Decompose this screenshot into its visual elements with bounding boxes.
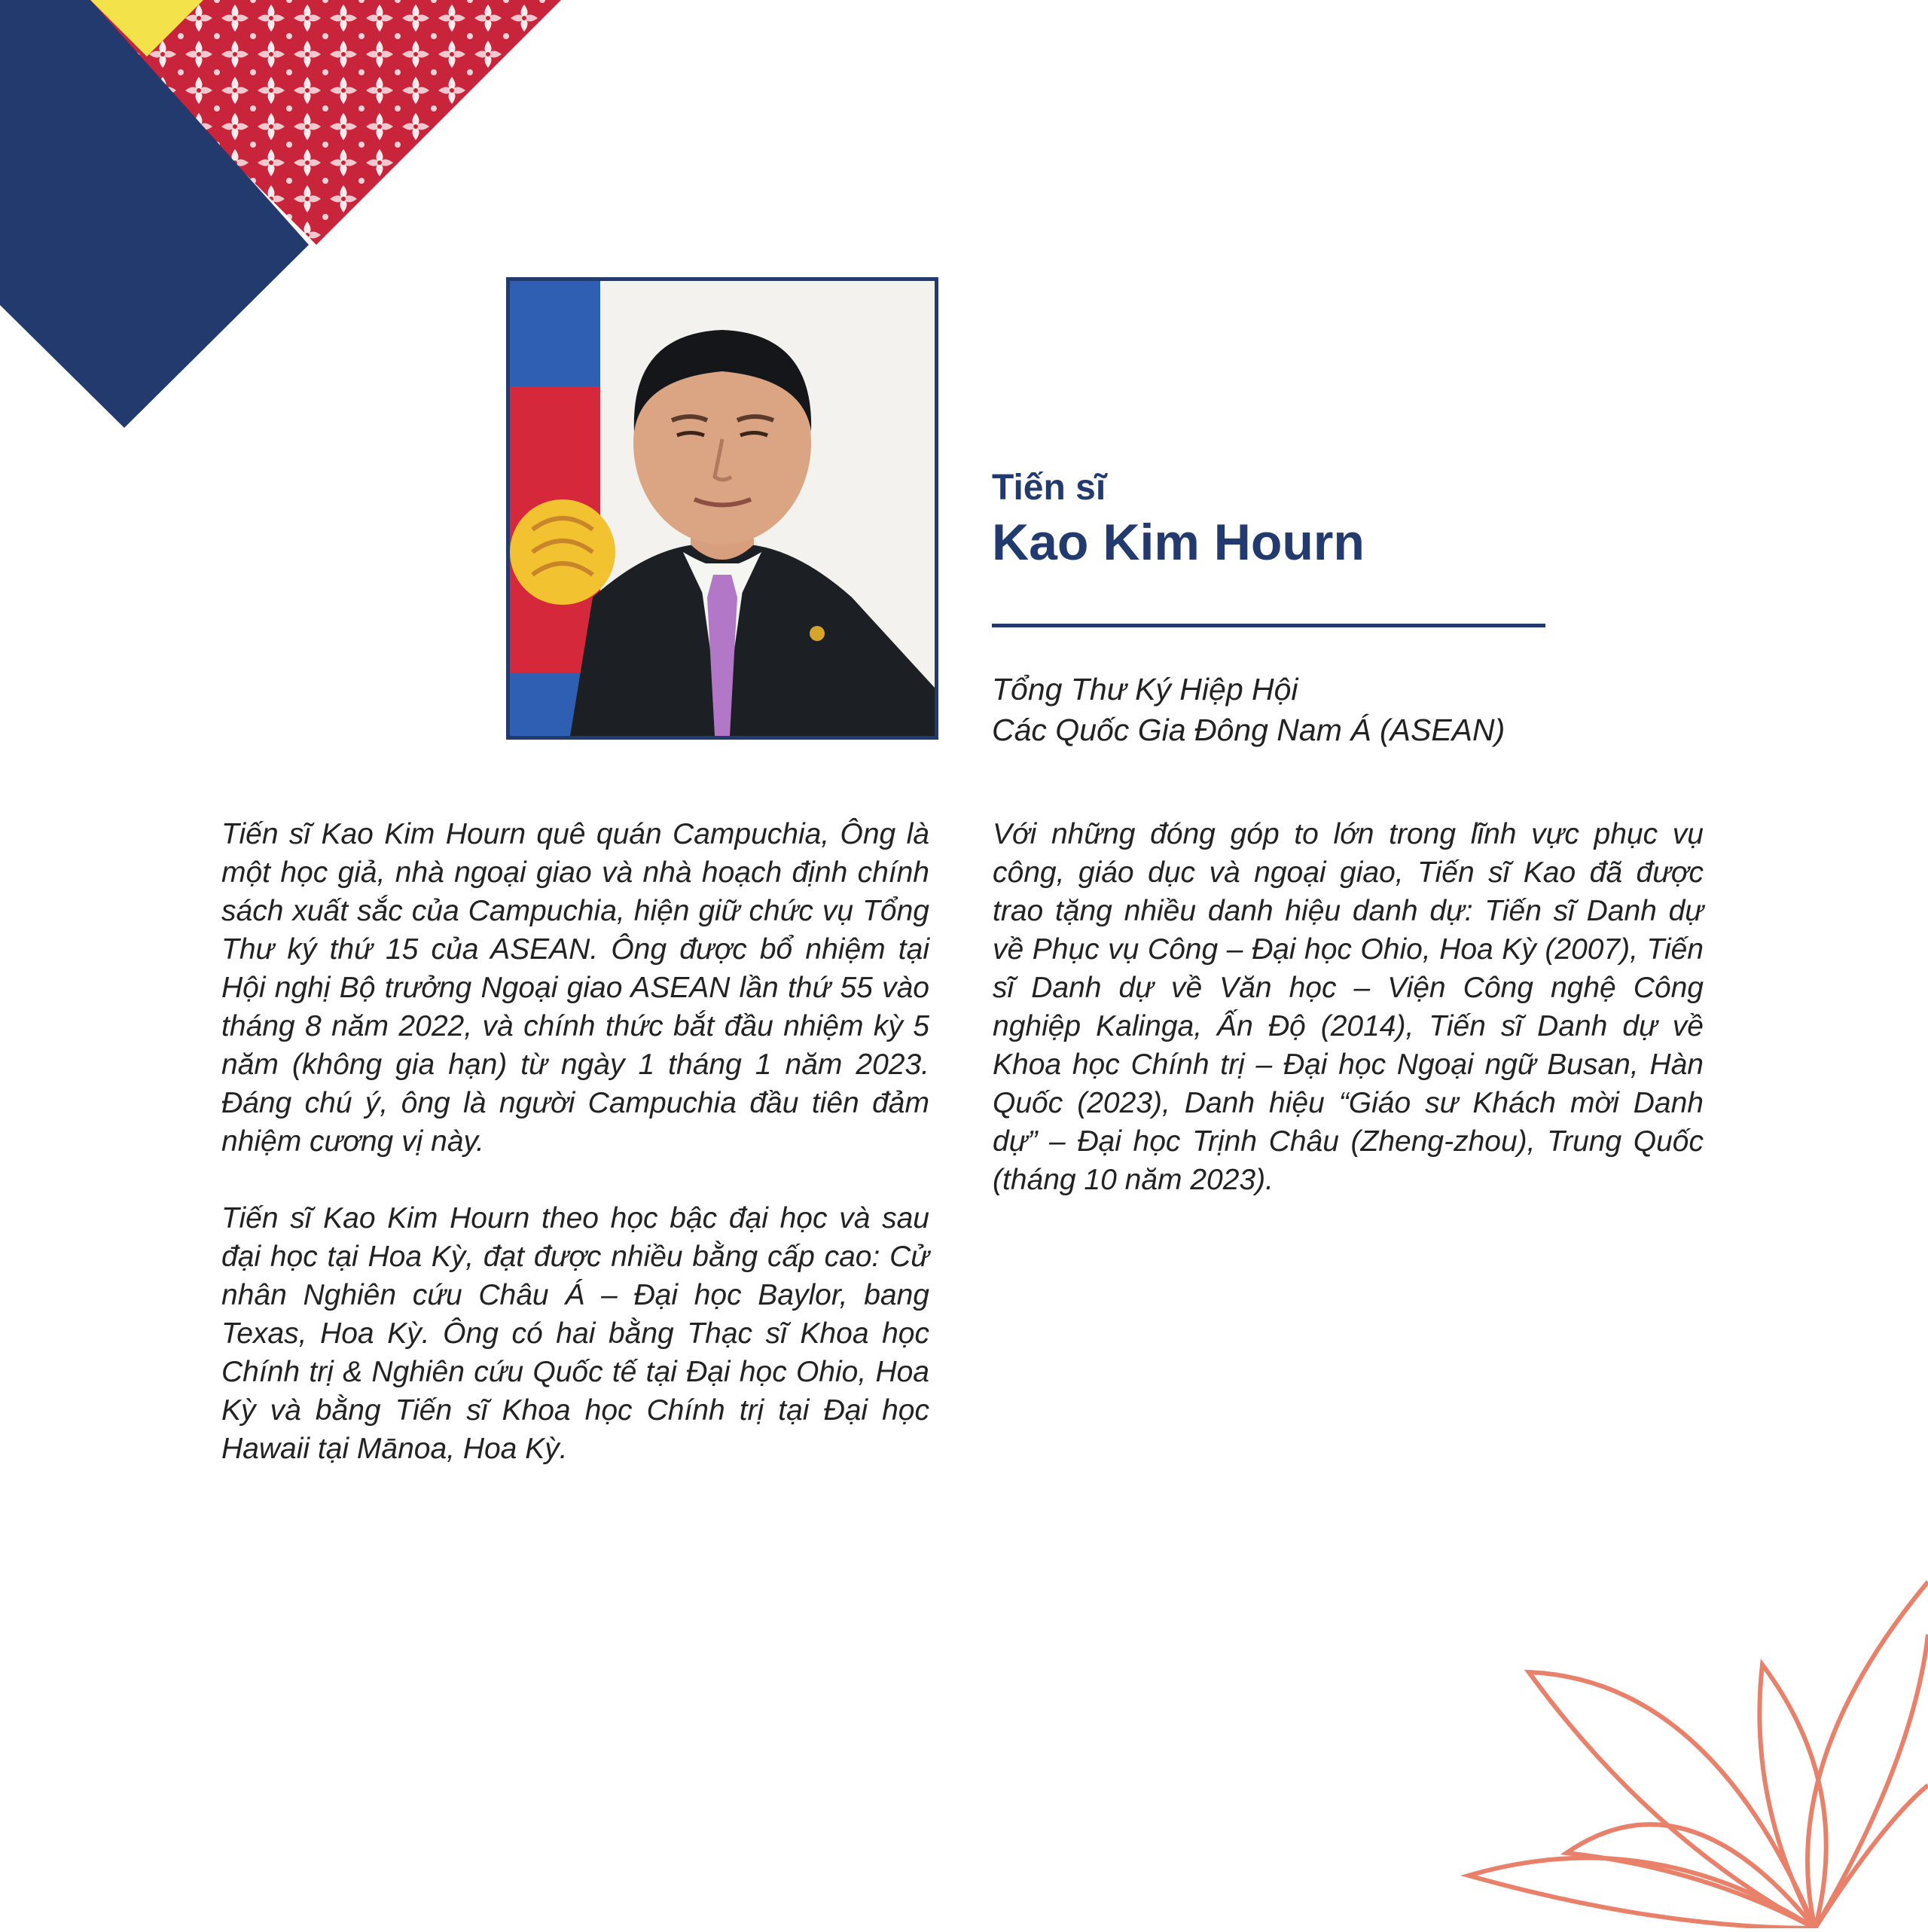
honorific: Tiến sĩ (992, 468, 1106, 508)
position-line-2: Các Quốc Gia Đông Nam Á (ASEAN) (992, 713, 1505, 747)
bio-left-column (221, 815, 929, 1506)
title-block (992, 469, 1365, 571)
lotus-decoration (1461, 1537, 1928, 1928)
bio-paragraph: Tiến sĩ Kao Kim Hourn quê quán Campuchia, Ông là một học giả, nhà ngoại giao và nhà hoạch định chính sách xuất sắc của Campuchia, hiện giữ chức vụ Tổng Thư ký thứ 15 của ASEAN. Ông được bổ nhiệm tại Hội nghị Bộ trưởng Ngoại giao ASEAN lần thứ 55 vào tháng 8 năm 2022, và chính thức bắt đầu nhiệm kỳ 5 năm (không gia hạn) từ ngày 1 tháng 1 năm 2023. Đáng chú ý, ông là người Campuchia đầu tiên đảm nhiệm cương vị này. (221, 818, 929, 1158)
person-name: Kao Kim Hourn (992, 513, 1365, 571)
bio-paragraph: Tiến sĩ Kao Kim Hourn theo học bậc đại học và sau đại học tại Hoa Kỳ, đạt được nhiều bằng cấp cao: Cử nhân Nghiên cứu Châu Á – Đại học Baylor, bang Texas, Hoa Kỳ. Ông có hai bằng Thạc sĩ Khoa học Chính trị & Nghiên cứu Quốc tế tại Đại học Ohio, Hoa Kỳ và bằng Tiến sĩ Khoa học Chính trị tại Đại học Hawaii tại Mānoa, Hoa Kỳ. (221, 1202, 929, 1465)
bio-right-column (993, 815, 1704, 1238)
corner-decoration (0, 0, 572, 437)
title-divider (992, 624, 1545, 627)
position-title (992, 669, 1505, 750)
portrait-photo (506, 277, 938, 740)
bio-paragraph: Với những đóng góp to lớn trong lĩnh vực phục vụ công, giáo dục và ngoại giao, Tiến sĩ Kao đã được trao tặng nhiều danh hiệu danh dự: Tiến sĩ Danh dự về Phục vụ Công – Đại học Ohio, Hoa Kỳ (2007), Tiến sĩ Danh dự về Văn học – Viện Công nghệ Công nghiệp Kalinga, Ấn Độ (2014), Tiến sĩ Danh dự về Khoa học Chính trị – Đại học Ngoại ngữ Busan, Hàn Quốc (2023), Danh hiệu “Giáo sư Khách mời Danh dự” – Đại học Trịnh Châu (Zheng-zhou), Trung Quốc (tháng 10 năm 2023). (993, 818, 1704, 1196)
position-line-1: Tổng Thư Ký Hiệp Hội (992, 672, 1298, 707)
